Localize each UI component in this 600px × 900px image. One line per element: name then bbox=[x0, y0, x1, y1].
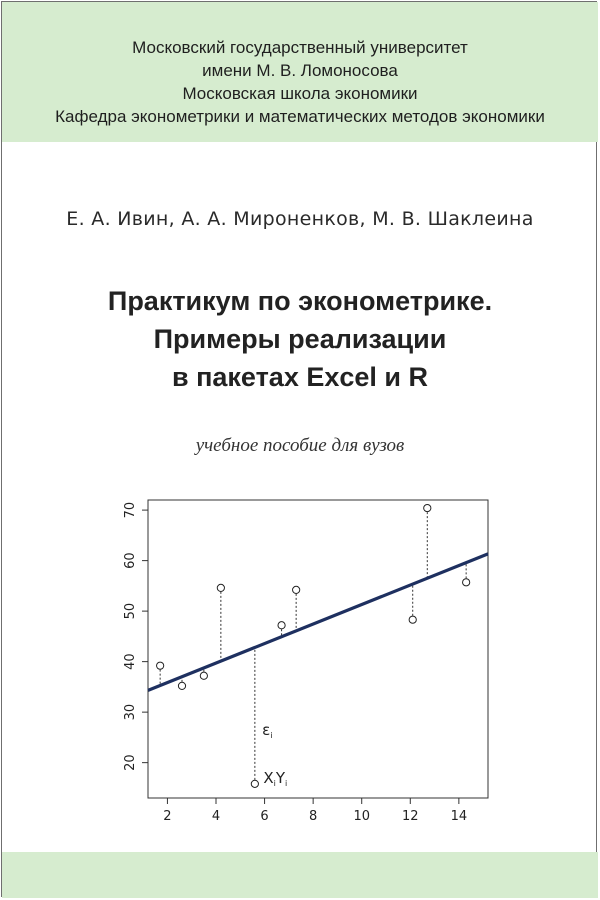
department-name: Кафедра эконометрики и математических методов экономики bbox=[55, 107, 545, 126]
y-tick-label: 30 bbox=[123, 703, 138, 721]
data-point bbox=[293, 586, 300, 593]
data-point bbox=[409, 616, 416, 623]
y-tick-label: 20 bbox=[123, 754, 138, 771]
header-band bbox=[2, 2, 598, 142]
y-tick-label: 40 bbox=[123, 653, 138, 670]
x-tick-label: 12 bbox=[402, 809, 419, 824]
data-point bbox=[157, 662, 164, 669]
book-subtitle: учебное пособие для вузов bbox=[195, 435, 405, 456]
data-point bbox=[178, 682, 185, 689]
x-tick-label: 6 bbox=[260, 809, 269, 824]
bottom-band bbox=[2, 852, 598, 898]
data-point bbox=[278, 622, 285, 629]
school-name: Московская школа экономики bbox=[182, 84, 418, 103]
data-point bbox=[424, 504, 431, 511]
authors: Е. А. Ивин, А. А. Мироненков, М. В. Шаклеина bbox=[66, 208, 534, 230]
annotation-label: $\varepsilon_i$ bbox=[262, 720, 273, 740]
x-tick-label: 2 bbox=[163, 809, 172, 824]
data-point bbox=[251, 780, 258, 787]
university-namesake: имени М. В. Ломоносова bbox=[202, 61, 398, 80]
title-line-1: Практикум по эконометрике. bbox=[107, 286, 493, 316]
data-point bbox=[217, 584, 224, 591]
x-tick-label: 10 bbox=[353, 809, 370, 824]
title-line-3: в пакетах Excel и R bbox=[171, 362, 428, 392]
x-tick-label: 4 bbox=[211, 809, 221, 824]
book-title bbox=[0, 282, 600, 396]
x-tick-label: 8 bbox=[309, 809, 318, 824]
data-point bbox=[200, 672, 207, 679]
cover-chart bbox=[0, 490, 600, 840]
y-tick-label: 70 bbox=[123, 501, 138, 519]
plot-frame bbox=[148, 500, 488, 798]
x-tick-label: 14 bbox=[450, 809, 468, 824]
data-point bbox=[463, 579, 470, 586]
annotation-label: $X_iY_i$ bbox=[263, 768, 288, 788]
y-tick-label: 50 bbox=[123, 602, 138, 620]
university-name: Московский государственный университет bbox=[132, 38, 468, 57]
scatter-plot bbox=[0, 490, 600, 840]
title-line-2: Примеры реализации bbox=[153, 324, 447, 354]
y-tick-label: 60 bbox=[123, 552, 138, 569]
regression-line bbox=[148, 554, 488, 690]
